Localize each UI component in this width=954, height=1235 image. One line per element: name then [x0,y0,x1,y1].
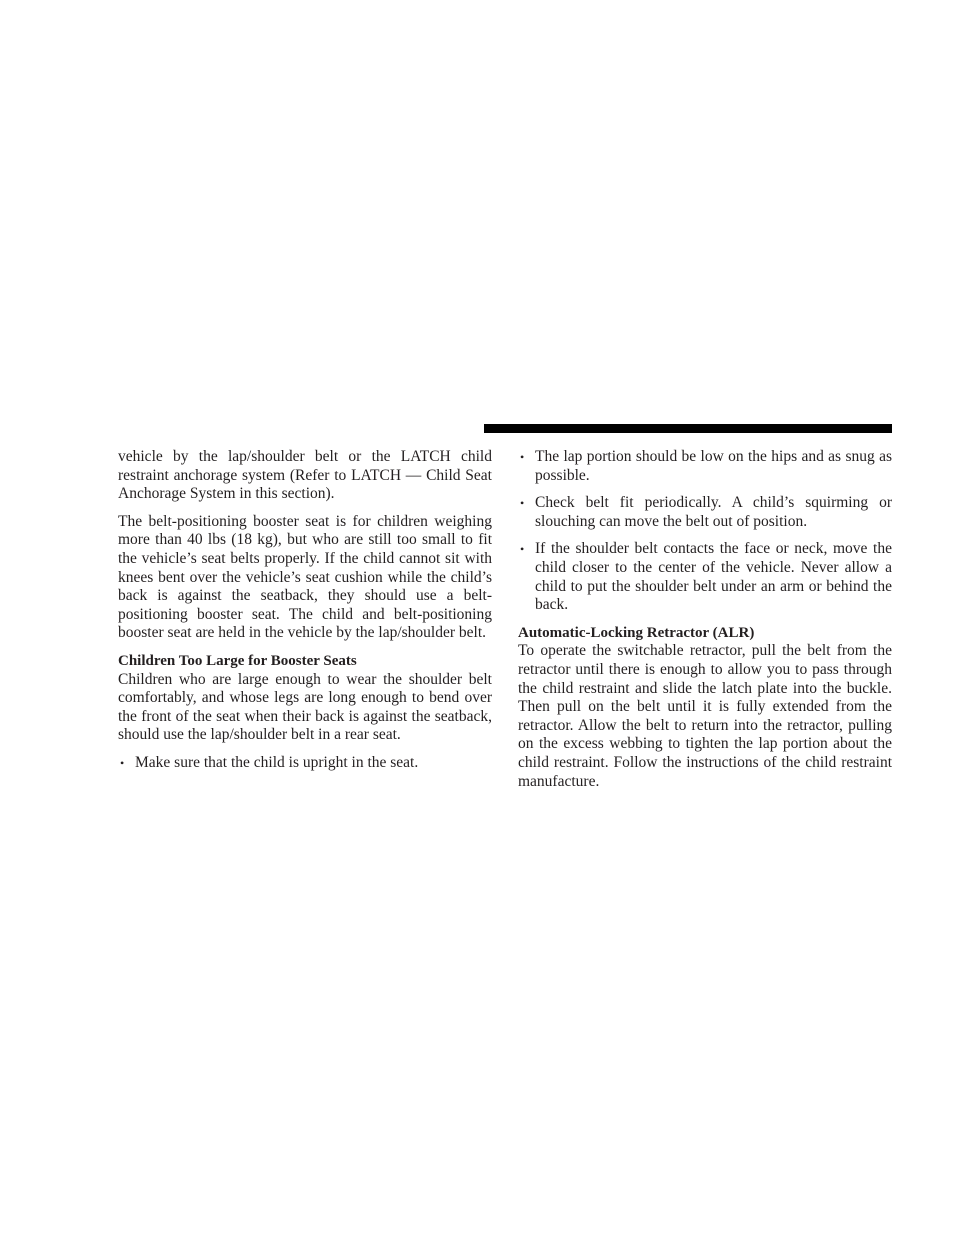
section-heading-alr: Automatic-Locking Retractor (ALR) [518,624,755,641]
section-header-rule [484,424,892,433]
list-item [518,448,892,485]
right-bullet-list [518,448,892,615]
bullet-icon: • [120,755,125,770]
list-item [118,754,492,773]
right-column [518,448,892,800]
section-heading-too-large: Children Too Large for Booster Seats [118,652,357,669]
bullet-icon: • [520,450,525,464]
left-column [118,448,492,782]
list-item [518,494,892,531]
booster-seat-paragraph: The belt-positioning booster seat is for children weighing more than 40 lbs (18 kg), but who are still too small to fit the vehicle’s seat belts properly. If the child cannot sit with knees bent over the vehicle’s seat cushion while the child’s back is against the seatback, they should use a belt-positioning booster seat. The child and belt-positioning booster seat are held in the vehicle by the lap/shoulder belt. [118,512,492,642]
list-item-text: Check belt fit periodically. A child’s squirming or slouching can move the belt out of position. [535,494,892,530]
too-large-paragraph: Children who are large enough to wear the shoulder belt comfortably, and whose legs are long enough to bend over the front of the seat when their back is against the seatback, should use the lap/shoulder belt in a rear seat. [118,670,492,744]
left-bullet-list [118,754,492,773]
continued-paragraph: vehicle by the lap/shoulder belt or the LATCH child restraint anchorage system (Refer to LATCH — Child Seat Anchorage System in this section). [118,448,492,503]
bullet-icon: • [520,496,525,511]
bullet-icon: • [520,542,525,557]
list-item-text: The lap portion should be low on the hips and as snug as possible. [535,448,892,484]
alr-paragraph: To operate the switchable retractor, pull the belt from the retractor until there is enough to allow you to pass through the child restraint and slide the latch plate into the buckle. Then pull on the belt until it is fully extended from the retractor. Allow the belt to return into the retractor, pulling on the excess webbing to tighten the lap portion about the child restraint. Follow the instructions of the child restraint manufacture. [518,642,892,790]
list-item-text: Make sure that the child is upright in the seat. [135,753,419,771]
list-item-text: If the shoulder belt contacts the face or neck, move the child closer to the center of the vehicle. Never allow a child to put the shoulder belt under an arm or behind the back. [535,540,892,614]
list-item [518,540,892,614]
